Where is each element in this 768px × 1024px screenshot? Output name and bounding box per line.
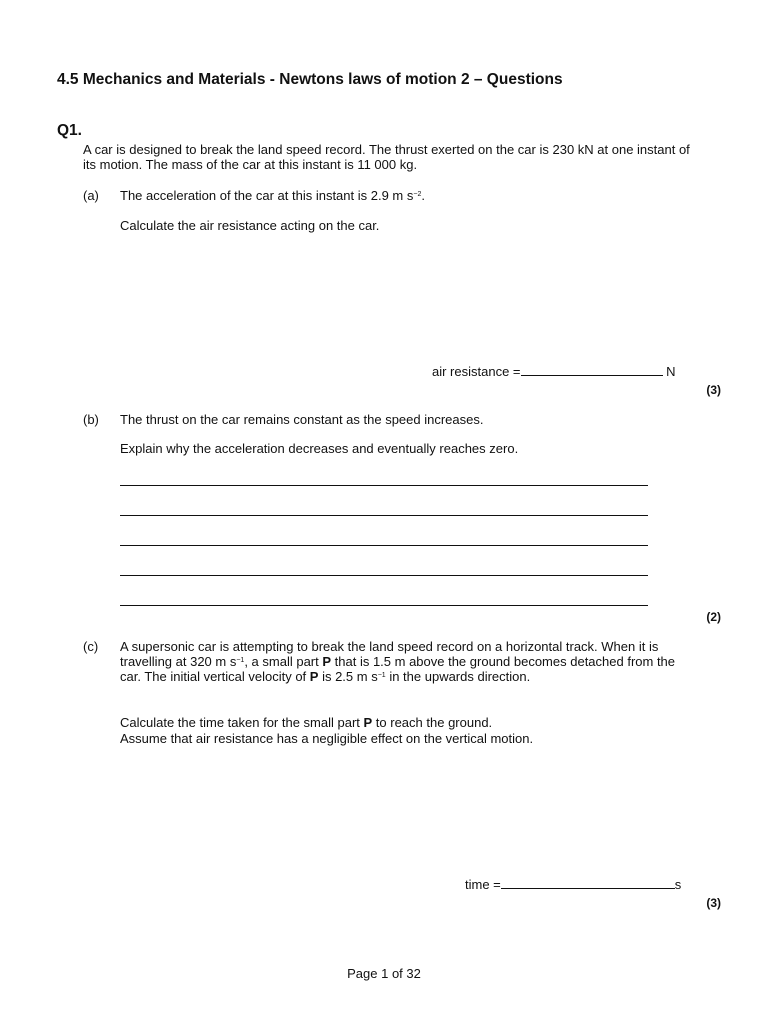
question-number: Q1. (57, 122, 82, 139)
part-b-instruction: Explain why the acceleration decreases and eventually reaches zero. (120, 441, 519, 456)
part-c-label: (c) (83, 639, 99, 654)
answer-writing-line[interactable] (120, 545, 648, 546)
air-resistance-answer (432, 364, 676, 379)
time-answer-field[interactable] (501, 877, 675, 889)
answer-writing-line[interactable] (120, 515, 648, 516)
part-c-marks: (3) (706, 896, 721, 910)
page-number: Page 1 of 32 (347, 966, 421, 981)
part-c-statement: A supersonic car is attempting to break the land speed record on a horizontal track. When it is travelling at 320 m $s^{-1}$, a small part P that is 1.5 m above the ground becomes detached from the car. The initial vertical velocity of P is 2.5 m $s^{-1}$ in the upwards direction. (120, 639, 676, 684)
page-title: 4.5 Mechanics and Materials - Newtons laws of motion 2 – Questions (57, 71, 563, 88)
question-intro: A car is designed to break the land speed record. The thrust exerted on the car is 230 kN at one instant of its motion. The mass of the car at this instant is 11 000 kg. (83, 142, 690, 172)
answer-writing-line[interactable] (120, 485, 648, 486)
answer-unit: N (666, 364, 676, 379)
part-a-marks: (3) (706, 383, 721, 397)
answer-unit: s (674, 877, 682, 892)
part-b-marks: (2) (706, 610, 721, 624)
part-b-label: (b) (83, 412, 99, 427)
air-resistance-answer-field[interactable] (521, 364, 663, 376)
answer-label: time = (465, 877, 501, 892)
part-c-assumption: Assume that air resistance has a negligible effect on the vertical motion. (120, 731, 534, 746)
answer-label: air resistance = (432, 364, 521, 379)
answer-writing-line[interactable] (120, 605, 648, 606)
answer-writing-line[interactable] (120, 575, 648, 576)
part-a-instruction: Calculate the air resistance acting on the car. (120, 218, 380, 233)
part-c-instruction: Calculate the time taken for the small part P to reach the ground. (120, 715, 493, 730)
part-a-statement: The acceleration of the car at this instant is 2.9 m $s^{-2}$. (120, 188, 425, 203)
part-b-statement: The thrust on the car remains constant as the speed increases. (120, 412, 484, 427)
time-answer (465, 877, 681, 892)
part-a-label: (a) (83, 188, 99, 203)
